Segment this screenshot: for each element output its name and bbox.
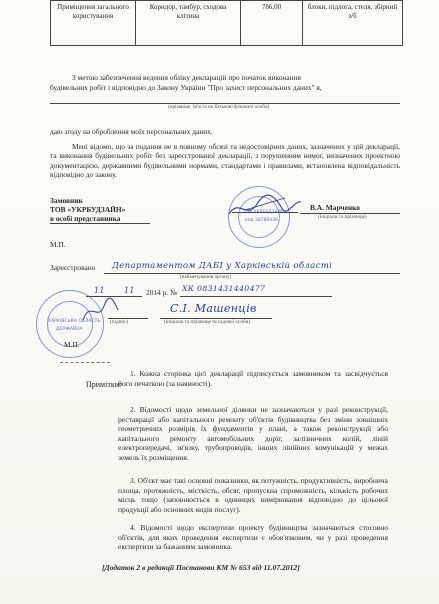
inspection-stamp-label: ДЕРЖАВНА	[56, 327, 83, 332]
premises-table	[50, 0, 403, 46]
number-line	[180, 296, 332, 297]
registration-mp-label: М.П.	[64, 340, 80, 349]
customer-rep: в особі представника	[50, 214, 121, 223]
registration-authority: Департаментом ДАБІ у Харківській області	[112, 261, 333, 271]
authority-caption: (найменування органу)	[180, 274, 232, 280]
footer-amendment: [Додаток 2 в редакції Постанови КМ № 653 від 11.07.2012]	[102, 563, 300, 572]
mp-label: М.П.	[50, 240, 66, 249]
signature-caption: (підпис)	[110, 319, 129, 325]
consent-statement: даю згоду на оброблення моїх персональних даних.	[50, 127, 213, 136]
note-1: 1. Кожна сторінка цієї декларації підписується замовником та засвідчується його печаткою (за наявності).	[118, 369, 388, 388]
table-cell: Приміщення загального користування	[51, 1, 136, 46]
note-4: 4. Відомості щодо експертизи проекту будівництва зазначаються стосовно об'єктів, для яких проведення експертизи є обов'язковим, чи у разі проведення експертизи за бажанням замовника.	[118, 523, 388, 552]
official-signature-icon	[80, 296, 120, 326]
registration-number: ХК 0831431440477	[182, 284, 266, 293]
customer-org: ТОВ «УКРБУДЗАЙН»	[50, 205, 126, 214]
notes-label: Примітки:	[86, 380, 122, 389]
name-caption: (прізвище, ім'я та по батькові фізичної особи)	[168, 104, 270, 110]
table-row	[51, 1, 403, 46]
table-cell: Коридор, тамбур, сходова клітина	[136, 1, 241, 46]
registration-year-label: 2014 р. №	[146, 288, 178, 297]
registration-month: 11	[124, 286, 135, 295]
company-stamp-name: ТОВ УКРБУДЗАЙН	[243, 210, 285, 215]
table-cell: 786,00	[241, 1, 303, 46]
signatory-name-caption: (ініціали та прізвище)	[318, 214, 367, 220]
authority-line	[104, 273, 400, 274]
note-2: 2. Відомості щодо земельної ділянки не зазначаються у разі реконструкції, реставрації або капітального ремонту об'єктів будівництва без зміни зовнішніх геометричних розмірів їх фундаментів у плані, а також реконструкції або капітального ремонту автомобільних доріг, залізничних колій, ліній електропередачі, зв'язку, трубопроводів, інших лінійних комунікацій у межах земель їх розміщення.	[118, 405, 388, 462]
org-underline	[50, 223, 150, 224]
consent-line-2: будівельних робіт і відповідно до Закону України "Про захист персональних даних" я,	[50, 83, 322, 92]
separator-line	[60, 362, 110, 363]
company-stamp-code: код 38789438	[245, 218, 278, 223]
table-cell: блоки, підлога, стеля, збірний з/б	[303, 1, 403, 46]
consent-line-1: З метою забезпечення ведення обліку декларацій про початок виконання	[72, 73, 301, 82]
inspection-stamp-region: ХАРКІВСЬКА ОБЛАСТЬ	[48, 319, 101, 324]
customer-role: Замовник	[50, 196, 83, 205]
customer-signature-icon	[225, 192, 305, 222]
registration-day: 11	[94, 286, 105, 295]
note-3: 3. Об'єкт має такі основні показники, як потужність, продуктивність, виробнича площа, протяжність, місткість, обсяг, пропускна спроможність, кількість робочих місць тощо (заповнюється в одиницях вимірювання відповідно до цільової продукції або основних видів послуг).	[118, 476, 388, 514]
signatory-name: В.А. Марченко	[310, 203, 360, 212]
registered-label: Зареєстровано	[50, 263, 96, 272]
official-name-caption: (ініціали та прізвище посадової особи)	[164, 319, 251, 325]
official-name: С.І. Машенців	[170, 302, 257, 315]
responsibility-text: Мені відомо, що за подання не в повному обсязі та недостовірних даних, зазначених у цій декларації, та виконання будівельних робіт без зареєстрованої декларації, з порушенням вимог, визначених проектною документацією, державними будівельними нормами, стандартами і правилами, встановлена відповідальність відповідно до закону.	[50, 142, 400, 180]
